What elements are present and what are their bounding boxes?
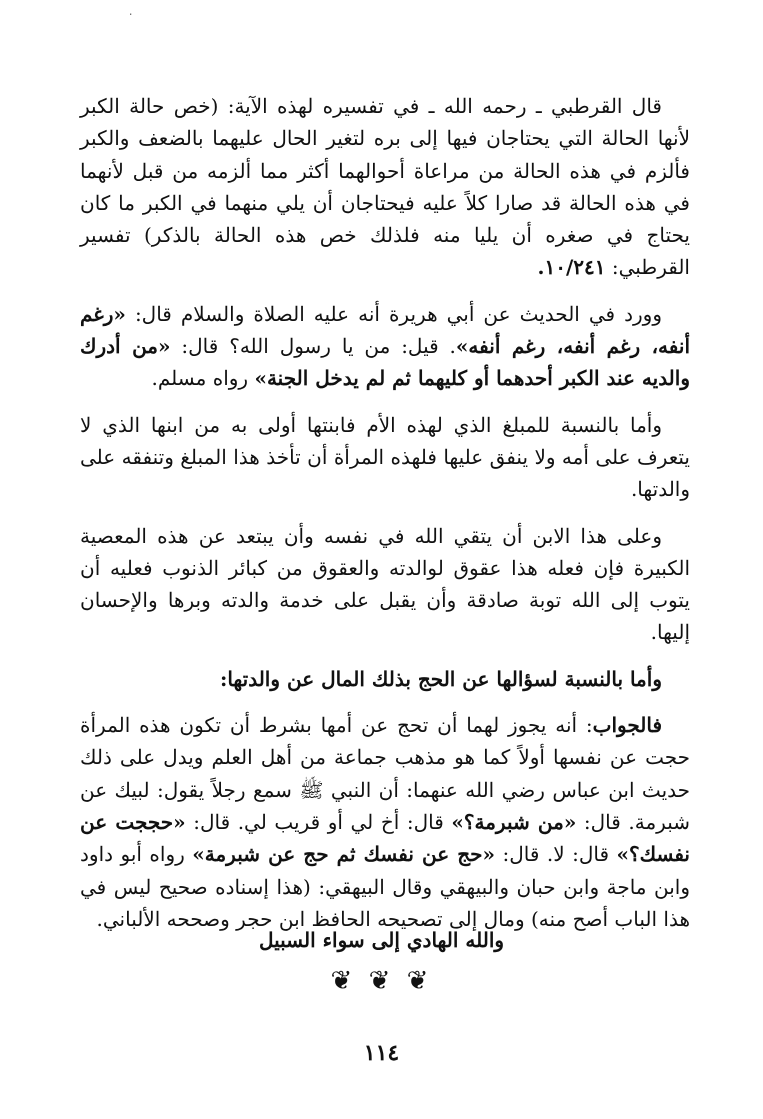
bold-text-segment: فالجواب	[592, 713, 662, 738]
bold-text-segment: «حججت عن نفسك؟»	[80, 809, 690, 867]
bold-text-segment: ١٠/٢٤١.	[537, 255, 606, 280]
closing-line: والله الهادي إلى سواء السبيل	[258, 928, 505, 952]
paragraph	[80, 520, 690, 649]
bold-text-segment: «من أدرك والديه عند الكبر أحدهما أو كليهما ثم لم يدخل الجنة»	[80, 334, 690, 391]
text-segment: رواه مسلم.	[151, 366, 255, 391]
text-segment: قال: أخ لي أو قريب لي. قال:	[185, 809, 452, 834]
text-segment: : أنه يجوز لهما أن تحج عن أمها بشرط أن تكون هذه المرأة حجت عن نفسها أولاً كما هو مذهب جماعة من أهل العلم ويدل على ذلك حديث ابن عباس رضي الله عنهما: أن النبي ﷺ سمع رجلاً يقول: لبيك عن شبرمة. قال:	[80, 713, 691, 834]
page-number: ١١٤	[363, 1040, 400, 1066]
body-text	[80, 90, 690, 949]
paragraph	[80, 298, 690, 395]
bold-text-segment: وأما بالنسبة لسؤالها عن الحج بذلك المال عن والدتها:	[219, 666, 662, 691]
bold-text-segment: «حج عن نفسك ثم حج عن شبرمة»	[192, 842, 496, 867]
text-segment: . قيل: من يا رسول الله؟ قال:	[170, 334, 456, 359]
text-segment: وعلى هذا الابن أن يتقي الله في نفسه وأن يبتعد عن هذه المعصية الكبيرة فإن فعله هذا عقوق لوالدته والعقوق من كبائر الذنوب فعليه أن يتوب إلى الله توبة صادقة وأن يقبل على خدمة والدته وبرها والإحسان إليها.	[80, 523, 690, 645]
corner-mark: ٠	[128, 9, 134, 20]
paragraph	[80, 90, 690, 284]
paragraph	[80, 409, 690, 506]
bold-text-segment: «رغم أنفه، رغم أنفه، رغم أنفه»	[80, 301, 691, 359]
text-segment: وورد في الحديث عن أبي هريرة أنه عليه الصلاة والسلام قال:	[125, 301, 662, 326]
paragraph	[80, 663, 690, 695]
text-segment: قال: لا. قال:	[495, 842, 617, 867]
text-segment: قال القرطبي ـ رحمه الله ـ في تفسيره لهذه الآية: (خص حالة الكبر لأنها الحالة التي يحتاجان فيها إلى بره لتغير الحال عليهما بالضعف والكبر فألزم في هذه الحالة من مراعاة أحوالهما أكثر مما ألزمه من قبل لأنهما في هذه الحالة قد صارا كلاً عليه فيحتاجان أن يلي منهما في الكبر ما كان يحتاج في صغره أن يليا منه فلذلك خص هذه الحالة بالذكر) تفسير القرطبي:	[80, 94, 690, 280]
ornament-divider: ❦ ❦ ❦	[330, 966, 433, 996]
text-segment: وأما بالنسبة للمبلغ الذي لهذه الأم فابنتها أولى به من ابنها الذي لا يتعرف على أمه ولا ينفق عليها فلهذه المرأة أن تأخذ هذا المبلغ وتنفقه على والدتها.	[80, 412, 690, 502]
bold-text-segment: «من شبرمة؟»	[451, 809, 577, 834]
paragraph	[80, 709, 690, 935]
text-segment: رواه أبو داود وابن ماجة وابن حبان والبيهقي وقال البيهقي: (هذا إسناده صحيح ليس في هذا الباب أصح منه) ومال إلى تصحيحه الحافظ ابن حجر وصححه الألباني.	[80, 842, 690, 931]
